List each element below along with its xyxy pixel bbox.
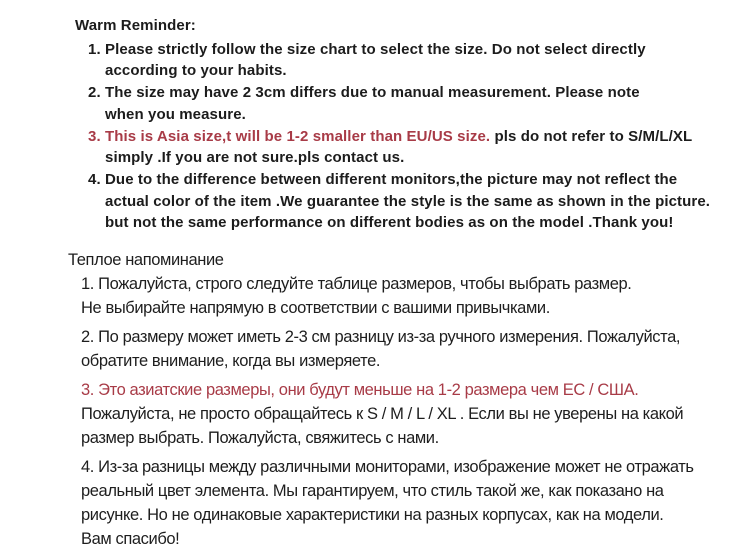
russian-item-2 (81, 325, 750, 373)
text-line (88, 147, 750, 169)
text-segment: рисунке. Но не одинаковые характеристики на разных корпусах, как на модели. (81, 506, 664, 525)
english-heading: Warm Reminder: (75, 17, 196, 34)
text-segment: but not the same performance on different bodies as on the model .Thank you! (105, 214, 674, 232)
russian-reminder-section (0, 248, 750, 551)
text-line (81, 272, 750, 296)
text-line (88, 169, 750, 191)
text-line (88, 104, 750, 126)
text-line (81, 349, 750, 373)
english-item-2 (88, 82, 750, 125)
russian-heading: Теплое напоминание (68, 251, 224, 270)
text-segment: 2. По размеру может иметь 2-3 см разницу из-за ручного измерения. Пожалуйста, (81, 328, 681, 347)
english-items-list (88, 39, 750, 234)
text-segment: Вам спасибо! (81, 530, 180, 549)
text-segment: реальный цвет элемента. Мы гарантируем, что стиль такой же, как показано на (81, 482, 664, 501)
text-line (88, 82, 750, 104)
text-segment: обратите внимание, когда вы измеряете. (81, 352, 381, 371)
text-line (81, 527, 750, 551)
item-number: 3. (88, 127, 101, 145)
russian-item-4 (81, 455, 750, 551)
russian-item-3 (81, 378, 750, 450)
text-segment: pls do not refer to S/M/L/XL (490, 127, 693, 145)
russian-item-1 (81, 272, 750, 320)
red-highlight-text: This is Asia size,t will be 1-2 smaller than EU/US size. (105, 127, 491, 145)
russian-paragraphs-list (81, 272, 750, 551)
english-item-3 (88, 126, 750, 169)
text-line (81, 402, 750, 426)
text-segment: when you measure. (105, 105, 246, 123)
text-line (81, 503, 750, 527)
text-segment: Пожалуйста, не просто обращайтесь к S / M / L / XL . Если вы не уверены на какой (81, 405, 684, 424)
text-line (88, 60, 750, 82)
text-line (81, 426, 750, 450)
text-line (81, 296, 750, 320)
item-number: 4. (88, 170, 101, 188)
text-segment: Please strictly follow the size chart to select the size. Do not select directly (105, 40, 646, 58)
text-segment: actual color of the item .We guarantee the style is the same as shown in the picture. (105, 192, 711, 210)
english-item-4 (88, 169, 750, 234)
english-item-1 (88, 39, 750, 82)
text-line (81, 479, 750, 503)
text-segment: 4. Из-за разницы между различными мониторами, изображение может не отражать (81, 458, 694, 477)
red-highlight-text: 3. Это азиатские размеры, они будут меньше на 1-2 размера чем ЕС / США. (81, 381, 639, 400)
item-number: 1. (88, 40, 101, 58)
text-line (88, 126, 750, 148)
item-number: 2. (88, 84, 101, 102)
text-segment: Не выбирайте напрямую в соответствии с вашими привычками. (81, 299, 550, 318)
text-segment: размер выбрать. Пожалуйста, свяжитесь с нами. (81, 429, 439, 448)
text-line (88, 191, 750, 213)
text-segment: simply .If you are not sure.pls contact us. (105, 149, 405, 167)
text-line (88, 212, 750, 234)
text-segment: The size may have 2 3cm differs due to manual measurement. Please note (105, 84, 640, 102)
text-segment: according to your habits. (105, 62, 287, 80)
text-segment: Due to the difference between different monitors,the picture may not reflect the (105, 170, 678, 188)
text-line (81, 455, 750, 479)
text-line (88, 39, 750, 61)
text-segment: 1. Пожалуйста, строго следуйте таблице размеров, чтобы выбрать размер. (81, 275, 632, 294)
text-line (81, 378, 750, 402)
english-reminder-section (0, 0, 750, 234)
text-line (81, 325, 750, 349)
